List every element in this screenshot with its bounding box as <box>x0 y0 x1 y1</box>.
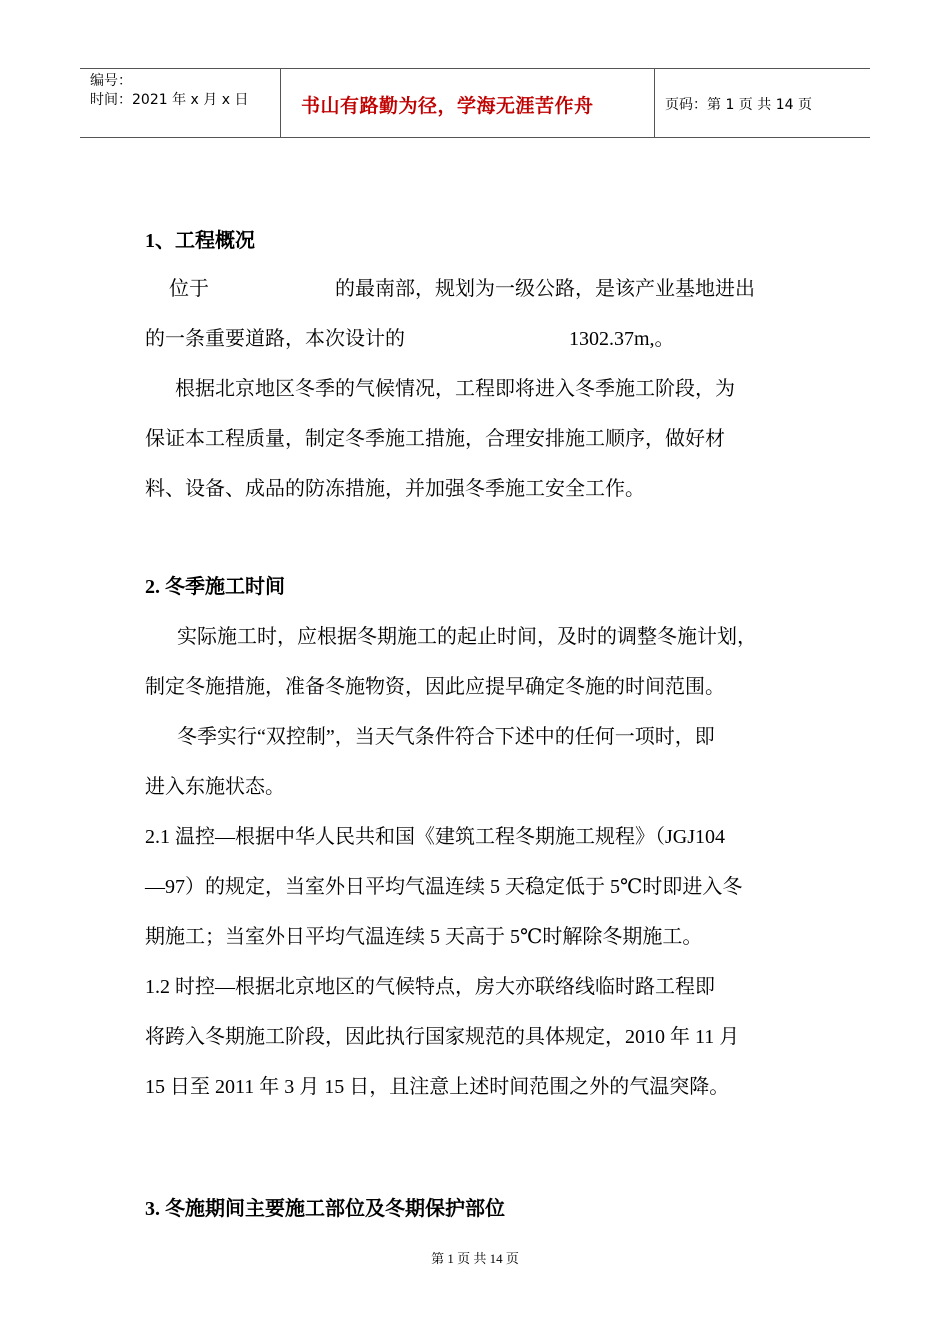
paragraph-line: 1.2 时控—根据北京地区的气候特点，房大亦联络线临时路工程即 <box>145 976 715 998</box>
paragraph-line: 期施工；当室外日平均气温连续 5 天高于 5℃时解除冬期施工。 <box>145 926 703 948</box>
paragraph-line: 制定冬施措施，准备冬施物资，因此应提早确定冬施的时间范围。 <box>145 676 725 698</box>
document-time-label: 时间：2021 年 x 月 x 日 <box>90 92 249 108</box>
paragraph-line: 根据北京地区冬季的气候情况，工程即将进入冬季施工阶段，为 <box>175 378 735 400</box>
paragraph-line: 位于 <box>169 278 209 300</box>
paragraph-line: 冬季实行“双控制”，当天气条件符合下述中的任何一项时，即 <box>177 726 715 748</box>
header-page-code: 页码：第 1 页 共 14 页 <box>665 97 812 113</box>
paragraph-line: 实际施工时，应根据冬期施工的起止时间，及时的调整冬施计划， <box>177 626 757 648</box>
paragraph-line: 将跨入冬期施工阶段，因此执行国家规范的具体规定，2010 年 11 月 <box>145 1026 740 1048</box>
paragraph-line: —97）的规定，当室外日平均气温连续 5 天稳定低于 5℃时即进入冬 <box>145 876 743 898</box>
paragraph-line: 2.1 温控—根据中华人民共和国《建筑工程冬期施工规程》（JGJ104 <box>145 826 726 848</box>
header-page-cell <box>655 69 870 137</box>
paragraph-line: 料、设备、成品的防冻措施，并加强冬季施工安全工作。 <box>145 478 645 500</box>
paragraph-line: 进入东施状态。 <box>145 776 285 798</box>
section-heading-3: 3. 冬施期间主要施工部位及冬期保护部位 <box>145 1198 505 1220</box>
page-footer: 第 1 页 共 14 页 <box>431 1251 519 1266</box>
paragraph-line: 的一条重要道路，本次设计的 <box>145 328 405 350</box>
header-motto: 书山有路勤为径，学海无涯苦作舟 <box>301 95 594 117</box>
paragraph-line: 保证本工程质量，制定冬季施工措施，合理安排施工顺序，做好材 <box>145 428 725 450</box>
section-heading-1: 1、工程概况 <box>145 230 255 252</box>
page-header <box>80 68 870 138</box>
section-heading-2: 2. 冬季施工时间 <box>145 576 285 598</box>
document-number-label: 编号： <box>90 73 132 89</box>
paragraph-line: 1302.37m,。 <box>569 328 675 350</box>
header-motto-cell <box>281 69 655 137</box>
paragraph-line: 的最南部，规划为一级公路，是该产业基地进出 <box>335 278 755 300</box>
paragraph-line: 15 日至 2011 年 3 月 15 日，且注意上述时间范围之外的气温突降。 <box>145 1076 730 1098</box>
header-meta-cell <box>80 69 281 137</box>
